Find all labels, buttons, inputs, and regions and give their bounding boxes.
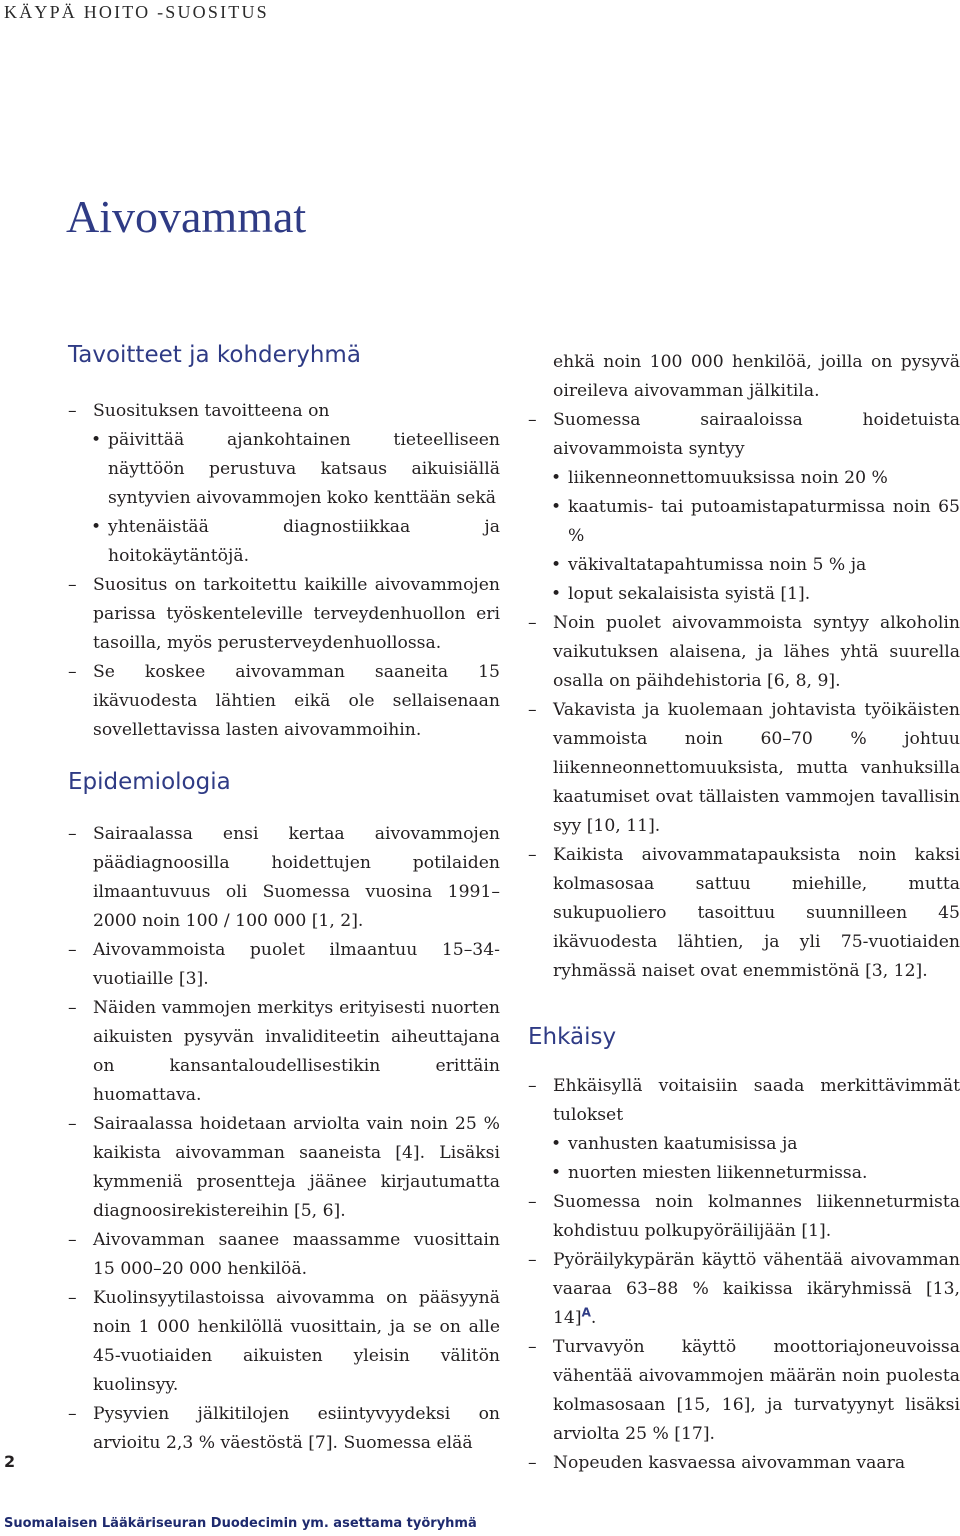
list-item: – Suomessa noin kolmannes liikenneturmista kohdistuu polkupyöräilijään [1]. (528, 1188, 960, 1246)
list-item-text: Pyöräilykypärän käyttö vähentää aivovamman vaaraa 63–88 % kaikissa ikäryhmissä [13, 14] (553, 1250, 960, 1328)
list-item (528, 1246, 960, 1333)
continued-text: ehkä noin 100 000 henkilöä, joilla on pysyvä oireileva aivovamman jälkitila. (553, 352, 960, 401)
list-item-end: . (590, 1308, 597, 1328)
guideline-header-label: KÄYPÄ HOITO -SUOSITUS (4, 2, 269, 22)
list-item: – Suositus on tarkoitettu kaikille aivovammojen parissa työskenteleville terveydenhuollon eri tasoilla, myös perusterveydenhuollossa. (68, 571, 500, 658)
footer-label: Suomalaisen Lääkäriseuran Duodecimin ym. asettama työryhmä (4, 1516, 477, 1531)
bullet-item: • loput sekalaisista syistä [1]. (528, 580, 960, 609)
bullet-item: • yhtenäistää diagnostiikkaa ja hoitokäytäntöjä. (68, 513, 500, 571)
list-item: – Aivovamman saanee maassamme vuosittain 15 000–20 000 henkilöä. (68, 1226, 500, 1284)
right-column (528, 348, 960, 1478)
list-item: – Aivovammoista puolet ilmaantuu 15–34-vuotiaille [3]. (68, 936, 500, 994)
section-heading-epidemiology: Epidemiologia (68, 769, 231, 795)
list-item: – Noin puolet aivovammoista syntyy alkoholin vaikutuksen alaisena, ja lähes yhtä suurella osalla on päihdehistoria [6, 8, 9]. (528, 609, 960, 696)
page-title: Aivovammat (66, 191, 307, 242)
list-item: – Suomessa sairaaloissa hoidetuista aivovammoista syntyy (528, 406, 960, 464)
bullet-item: • väkivaltatapahtumissa noin 5 % ja (528, 551, 960, 580)
left-column (68, 340, 500, 1458)
list-item: – Turvavyön käyttö moottoriajoneuvoissa vähentää aivovammojen määrän noin puolesta kolmasosaan [15, 16], ja turvatyynyt lisäksi arviolta 25 % [17]. (528, 1333, 960, 1449)
list-item: – Vakavista ja kuolemaan johtavista työikäisten vammoista noin 60–70 % johtuu liikenneonnettomuuksista, mutta vanhuksilla kaatumiset ovat tällaisten vammojen tavallisin syy [10, 11]. (528, 696, 960, 841)
evidence-level-badge: A (581, 1305, 591, 1320)
bullet-item: • vanhusten kaatumisissa ja (528, 1130, 960, 1159)
bullet-item: • liikenneonnettomuuksissa noin 20 % (528, 464, 960, 493)
list-item: – Näiden vammojen merkitys erityisesti nuorten aikuisten pysyvän invaliditeetin aiheuttajana on kansantaloudellisestikin erittäin huomattava. (68, 994, 500, 1110)
section-heading-goals: Tavoitteet ja kohderyhmä (68, 342, 361, 368)
list-item: – Nopeuden kasvaessa aivovamman vaara (528, 1449, 960, 1478)
list-item: – Kaikista aivovammatapauksista noin kaksi kolmasosaa sattuu miehille, mutta sukupuoliero tasoittuu suunnilleen 45 ikävuodesta lähtien, ja yli 75-vuotiaiden ryhmässä naiset ovat enemmistönä [3, 12]. (528, 841, 960, 986)
list-item: – Se koskee aivovamman saaneita 15 ikävuodesta lähtien eikä ole sellaisenaan sovellettavissa lasten aivovammoihin. (68, 658, 500, 745)
bullet-item: • päivittää ajankohtainen tieteelliseen näyttöön perustuva katsaus aikuisiällä syntyvien aivovammojen koko kenttään sekä (68, 426, 500, 513)
bullet-item: • nuorten miesten liikenneturmissa. (528, 1159, 960, 1188)
list-item: – Sairaalassa ensi kertaa aivovammojen päädiagnoosilla hoidettujen potilaiden ilmaantuvuus oli Suomessa vuosina 1991–2000 noin 100 / 100 000 [1, 2]. (68, 820, 500, 936)
list-item: – Pysyvien jälkitilojen esiintyvyydeksi on arvioitu 2,3 % väestöstä [7]. Suomessa elää (68, 1400, 500, 1458)
list-item: – Suosituksen tavoitteena on (68, 397, 500, 426)
bullet-item: • kaatumis- tai putoamistapaturmissa noin 65 % (528, 493, 960, 551)
list-item: – Ehkäisyllä voitaisiin saada merkittävimmät tulokset (528, 1072, 960, 1130)
list-item: – Kuolinsyytilastoissa aivovamma on pääsyynä noin 1 000 henkilöllä vuosittain, ja se on alle 45-vuotiaiden aikuisten yleisin välitön kuolinsyy. (68, 1284, 500, 1400)
list-item: – Sairaalassa hoidetaan arviolta vain noin 25 % kaikista aivovamman saaneista [4]. Lisäksi kymmeniä prosentteja jäänee kirjautumatta diagnoosirekistereihin [5, 6]. (68, 1110, 500, 1226)
page-number: 2 (4, 1452, 16, 1471)
section-heading-prevention: Ehkäisy (528, 1024, 617, 1050)
